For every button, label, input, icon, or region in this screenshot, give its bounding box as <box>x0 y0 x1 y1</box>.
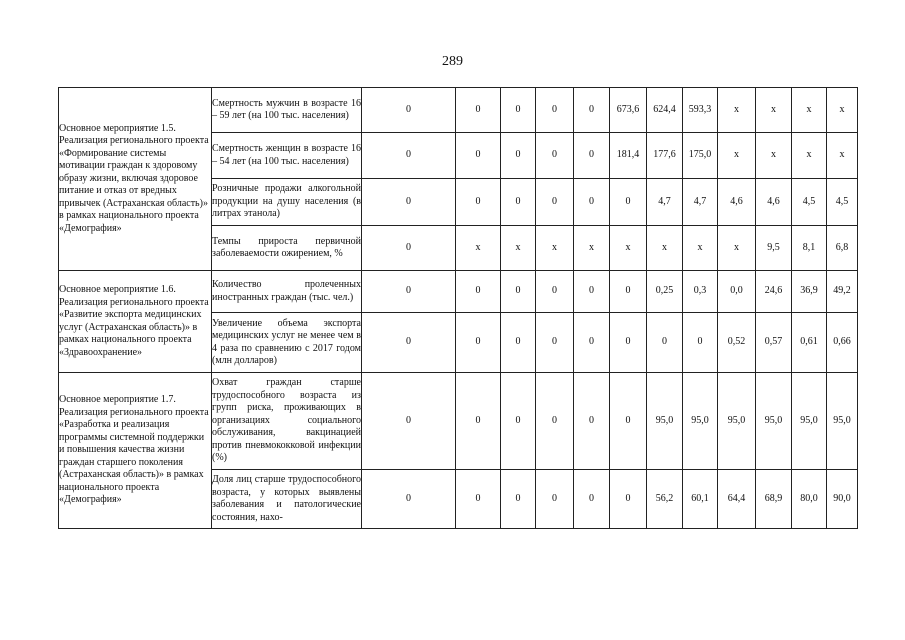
indicator-cell: Количество пролеченных иностранных граждан (тыс. чел.) <box>212 271 362 313</box>
table-row <box>59 271 858 313</box>
value-cell: 0 <box>456 470 501 529</box>
value-cell: 0 <box>574 179 610 226</box>
value-cell: 624,4 <box>647 88 683 133</box>
value-cell: 0 <box>501 179 536 226</box>
value-cell: 0,61 <box>792 313 827 373</box>
value-cell: x <box>456 226 501 271</box>
value-cell: 0 <box>501 373 536 470</box>
value-cell: 593,3 <box>683 88 718 133</box>
value-cell: 95,0 <box>683 373 718 470</box>
indicator-cell: Охват граждан старше трудоспособного возраста из групп риска, проживающих в организациях социального обслуживания, вакцинацией против пневмококковой инфекции (%) <box>212 373 362 470</box>
value-cell: 4,7 <box>647 179 683 226</box>
value-cell: 4,5 <box>792 179 827 226</box>
value-cell: x <box>501 226 536 271</box>
value-cell: x <box>827 88 858 133</box>
value-cell: 0 <box>362 373 456 470</box>
value-cell: 0 <box>536 470 574 529</box>
value-cell: 0 <box>456 373 501 470</box>
value-cell: 49,2 <box>827 271 858 313</box>
value-cell: 0,66 <box>827 313 858 373</box>
indicator-cell: Доля лиц старше трудоспособного возраста, у которых выявлены заболевания и патологические состояния, нахо- <box>212 470 362 529</box>
value-cell: x <box>683 226 718 271</box>
value-cell: x <box>756 133 792 179</box>
value-cell: 0 <box>536 373 574 470</box>
value-cell: 0,52 <box>718 313 756 373</box>
value-cell: x <box>718 88 756 133</box>
value-cell: x <box>718 226 756 271</box>
value-cell: 95,0 <box>827 373 858 470</box>
value-cell: 0 <box>536 313 574 373</box>
value-cell: x <box>536 226 574 271</box>
value-cell: 0 <box>362 88 456 133</box>
value-cell: 0 <box>610 179 647 226</box>
value-cell: 90,0 <box>827 470 858 529</box>
value-cell: x <box>574 226 610 271</box>
value-cell: 95,0 <box>647 373 683 470</box>
value-cell: 0 <box>610 373 647 470</box>
value-cell: 181,4 <box>610 133 647 179</box>
value-cell: 4,6 <box>756 179 792 226</box>
value-cell: 0 <box>362 313 456 373</box>
value-cell: 0 <box>456 271 501 313</box>
value-cell: 95,0 <box>756 373 792 470</box>
table-row <box>59 88 858 133</box>
value-cell: 0 <box>501 271 536 313</box>
value-cell: 0 <box>574 133 610 179</box>
event-cell: Основное мероприятие 1.5. Реализация регионального проекта «Формирование системы мотивации граждан к здоровому образу жизни, включая здоровое питание и отказ от вредных привычек (Астраханская область)» в рамках национального проекта «Демография» <box>59 88 212 271</box>
value-cell: x <box>718 133 756 179</box>
value-cell: 0 <box>647 313 683 373</box>
value-cell: 36,9 <box>792 271 827 313</box>
value-cell: 64,4 <box>718 470 756 529</box>
value-cell: 177,6 <box>647 133 683 179</box>
table-row <box>59 373 858 470</box>
value-cell: 0,57 <box>756 313 792 373</box>
value-cell: 0 <box>536 133 574 179</box>
value-cell: 0 <box>574 88 610 133</box>
value-cell: 0 <box>501 88 536 133</box>
value-cell: 0 <box>362 179 456 226</box>
value-cell: 0 <box>574 373 610 470</box>
value-cell: 0 <box>574 470 610 529</box>
indicator-cell: Темпы прироста первичной заболеваемости ожирением, % <box>212 226 362 271</box>
event-cell: Основное мероприятие 1.6. Реализация регионального проекта «Развитие экспорта медицинских услуг (Астраханская область)» в рамках национального проекта «Здравоохранение» <box>59 271 212 373</box>
value-cell: 4,5 <box>827 179 858 226</box>
value-cell: 0,3 <box>683 271 718 313</box>
value-cell: 0 <box>456 313 501 373</box>
value-cell: 0 <box>610 313 647 373</box>
value-cell: 673,6 <box>610 88 647 133</box>
value-cell: 80,0 <box>792 470 827 529</box>
value-cell: 0 <box>536 88 574 133</box>
value-cell: 0 <box>501 313 536 373</box>
value-cell: 0 <box>456 133 501 179</box>
value-cell: x <box>792 88 827 133</box>
value-cell: 6,8 <box>827 226 858 271</box>
value-cell: 95,0 <box>792 373 827 470</box>
value-cell: 8,1 <box>792 226 827 271</box>
value-cell: 0,0 <box>718 271 756 313</box>
value-cell: 175,0 <box>683 133 718 179</box>
value-cell: 9,5 <box>756 226 792 271</box>
value-cell: 0,25 <box>647 271 683 313</box>
value-cell: x <box>647 226 683 271</box>
event-cell: Основное мероприятие 1.7. Реализация регионального проекта «Разработка и реализация программы системной поддержки и повышения качества жизни граждан старшего поколения (Астраханская область)» в рамках национального проекта «Демография» <box>59 373 212 529</box>
value-cell: x <box>827 133 858 179</box>
value-cell: 24,6 <box>756 271 792 313</box>
value-cell: 4,7 <box>683 179 718 226</box>
value-cell: 0 <box>456 179 501 226</box>
value-cell: 0 <box>610 271 647 313</box>
value-cell: 0 <box>501 470 536 529</box>
value-cell: 0 <box>362 133 456 179</box>
indicator-cell: Смертность женщин в возрасте 16 – 54 лет (на 100 тыс. населения) <box>212 133 362 179</box>
indicator-cell: Розничные продажи алкогольной продукции на душу населения (в литрах этанола) <box>212 179 362 226</box>
value-cell: 0 <box>610 470 647 529</box>
value-cell: 0 <box>574 271 610 313</box>
value-cell: 0 <box>574 313 610 373</box>
value-cell: x <box>792 133 827 179</box>
indicator-cell: Увеличение объема экспорта медицинских услуг не менее чем в 4 раза по сравнению с 2017 годом (млн долларов) <box>212 313 362 373</box>
value-cell: 68,9 <box>756 470 792 529</box>
value-cell: 0 <box>362 271 456 313</box>
value-cell: 0 <box>362 226 456 271</box>
value-cell: x <box>756 88 792 133</box>
page-number: 289 <box>442 54 463 69</box>
value-cell: 0 <box>501 133 536 179</box>
value-cell: 0 <box>536 271 574 313</box>
value-cell: 0 <box>362 470 456 529</box>
value-cell: 56,2 <box>647 470 683 529</box>
value-cell: 95,0 <box>718 373 756 470</box>
value-cell: 0 <box>683 313 718 373</box>
value-cell: 0 <box>456 88 501 133</box>
value-cell: 0 <box>536 179 574 226</box>
value-cell: x <box>610 226 647 271</box>
value-cell: 4,6 <box>718 179 756 226</box>
data-table <box>58 87 858 529</box>
value-cell: 60,1 <box>683 470 718 529</box>
indicator-cell: Смертность мужчин в возрасте 16 – 59 лет (на 100 тыс. населения) <box>212 88 362 133</box>
